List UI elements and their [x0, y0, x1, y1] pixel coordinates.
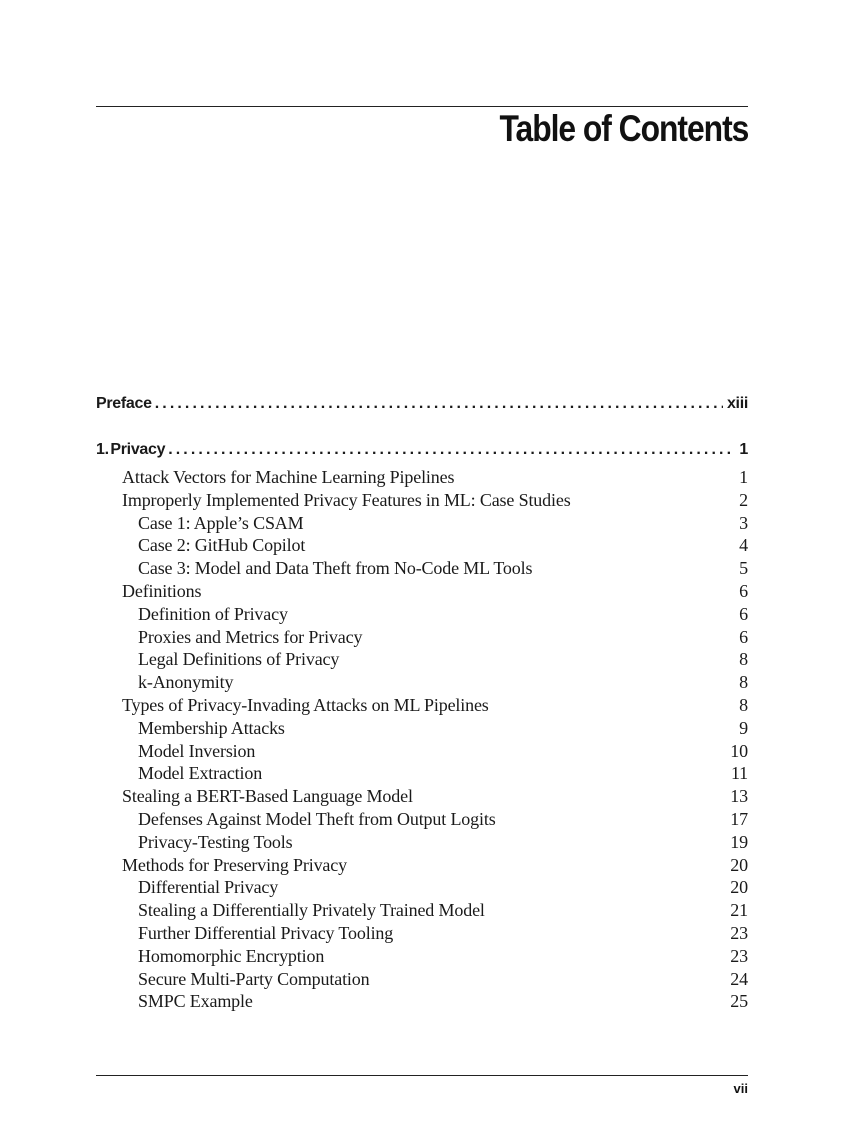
toc-entry-subsection[interactable]	[96, 831, 748, 854]
toc-page-number: 13	[730, 786, 748, 807]
toc-entry-label: Case 3: Model and Data Theft from No-Code ML Tools	[138, 558, 533, 579]
table-of-contents	[96, 388, 748, 1013]
toc-entry-subsection[interactable]	[96, 534, 748, 557]
toc-entry-subsection[interactable]	[96, 648, 748, 671]
toc-entry-label: Case 1: Apple’s CSAM	[138, 512, 304, 533]
toc-entry-subsection[interactable]	[96, 968, 748, 991]
toc-page-number: 1	[739, 467, 748, 487]
toc-entry-label: Differential Privacy	[138, 877, 279, 898]
chapter-number: 1.	[96, 441, 109, 458]
toc-entry-label: Privacy	[110, 441, 166, 458]
toc-entry-label: Stealing a BERT-Based Language Model	[122, 786, 413, 807]
toc-entry-preface[interactable]	[96, 388, 748, 420]
toc-entry-chapter-1[interactable]	[96, 434, 748, 466]
toc-page-number: 24	[730, 968, 748, 989]
page-title: Table of Contents	[499, 108, 748, 149]
toc-page-number: 20	[730, 854, 748, 875]
toc-page-number: 3	[739, 512, 748, 533]
toc-entry-subsection[interactable]	[96, 671, 748, 694]
toc-entry-label: Privacy-Testing Tools	[138, 831, 293, 852]
toc-entry-subsection[interactable]	[96, 899, 748, 922]
toc-entry-section[interactable]	[96, 694, 748, 717]
toc-page-number: 6	[739, 626, 748, 647]
toc-entry-label: Legal Definitions of Privacy	[138, 649, 340, 670]
bottom-rule	[96, 1075, 748, 1076]
toc-entry-label: Further Differential Privacy Tooling	[138, 922, 394, 943]
toc-page-number: 19	[730, 831, 748, 852]
toc-entry-subsection[interactable]	[96, 626, 748, 649]
toc-entry-label: Definition of Privacy	[138, 603, 288, 624]
toc-entry-subsection[interactable]	[96, 808, 748, 831]
toc-entry-section[interactable]	[96, 580, 748, 603]
toc-page-number: 23	[730, 945, 748, 966]
toc-entry-label: k-Anonymity	[138, 672, 234, 693]
toc-entry-subsection[interactable]	[96, 717, 748, 740]
toc-entry-label: Secure Multi-Party Computation	[138, 968, 370, 989]
toc-page-number: 21	[730, 900, 748, 921]
toc-page-number: xiii	[726, 395, 748, 412]
toc-page-number: 25	[730, 991, 748, 1012]
toc-entry-subsection[interactable]	[96, 876, 748, 899]
toc-page-number: 1	[739, 441, 748, 458]
toc-entry-section[interactable]	[96, 785, 748, 808]
toc-page-number: 20	[730, 877, 748, 898]
toc-page-number: 23	[730, 922, 748, 943]
folio-page-number: vii	[733, 1081, 748, 1096]
toc-entry-label: Defenses Against Model Theft from Output Logits	[138, 808, 496, 829]
toc-page-number: 4	[739, 535, 748, 556]
toc-entry-section[interactable]	[96, 466, 748, 489]
toc-page-number: 5	[739, 558, 748, 579]
toc-entry-subsection[interactable]	[96, 990, 748, 1013]
toc-entry-label: Types of Privacy-Invading Attacks on ML Pipelines	[122, 694, 489, 715]
dot-leader	[168, 434, 735, 466]
toc-entry-subsection[interactable]	[96, 945, 748, 968]
toc-entry-subsection[interactable]	[96, 557, 748, 580]
toc-entry-label: Model Inversion	[138, 740, 256, 761]
toc-entry-label: Model Extraction	[138, 763, 263, 784]
toc-page-number: 8	[739, 649, 748, 670]
toc-page-number: 2	[739, 489, 748, 510]
toc-entry-label: SMPC Example	[138, 991, 253, 1012]
toc-page-number: 8	[739, 672, 748, 693]
toc-entry-label: Case 2: GitHub Copilot	[138, 535, 306, 556]
toc-entry-label: Definitions	[122, 580, 202, 601]
toc-entry-label: Improperly Implemented Privacy Features in ML: Case Studies	[122, 489, 571, 510]
toc-entry-label: Proxies and Metrics for Privacy	[138, 626, 363, 647]
top-rule	[96, 106, 748, 107]
toc-entry-label: Stealing a Differentially Privately Trained Model	[138, 900, 485, 921]
toc-entry-label: Homomorphic Encryption	[138, 945, 325, 966]
toc-page-number: 10	[730, 740, 748, 761]
toc-entry-subsection[interactable]	[96, 922, 748, 945]
toc-entry-label: Membership Attacks	[138, 717, 285, 738]
toc-entry-subsection[interactable]	[96, 603, 748, 626]
toc-entry-subsection[interactable]	[96, 740, 748, 763]
toc-page-number: 11	[730, 763, 748, 784]
dot-leader	[155, 388, 723, 420]
toc-page-number: 9	[739, 717, 748, 738]
toc-entry-label: Attack Vectors for Machine Learning Pipelines	[122, 467, 455, 487]
toc-entry-label: Preface	[96, 395, 152, 412]
toc-entry-section[interactable]	[96, 854, 748, 877]
toc-entry-subsection[interactable]	[96, 762, 748, 785]
toc-entry-section[interactable]	[96, 489, 748, 512]
toc-page-number: 6	[739, 580, 748, 601]
toc-page-number: 8	[739, 694, 748, 715]
toc-page-number: 17	[730, 808, 748, 829]
toc-page-number: 6	[739, 603, 748, 624]
toc-entry-subsection[interactable]	[96, 512, 748, 535]
toc-entry-label: Methods for Preserving Privacy	[122, 854, 347, 875]
